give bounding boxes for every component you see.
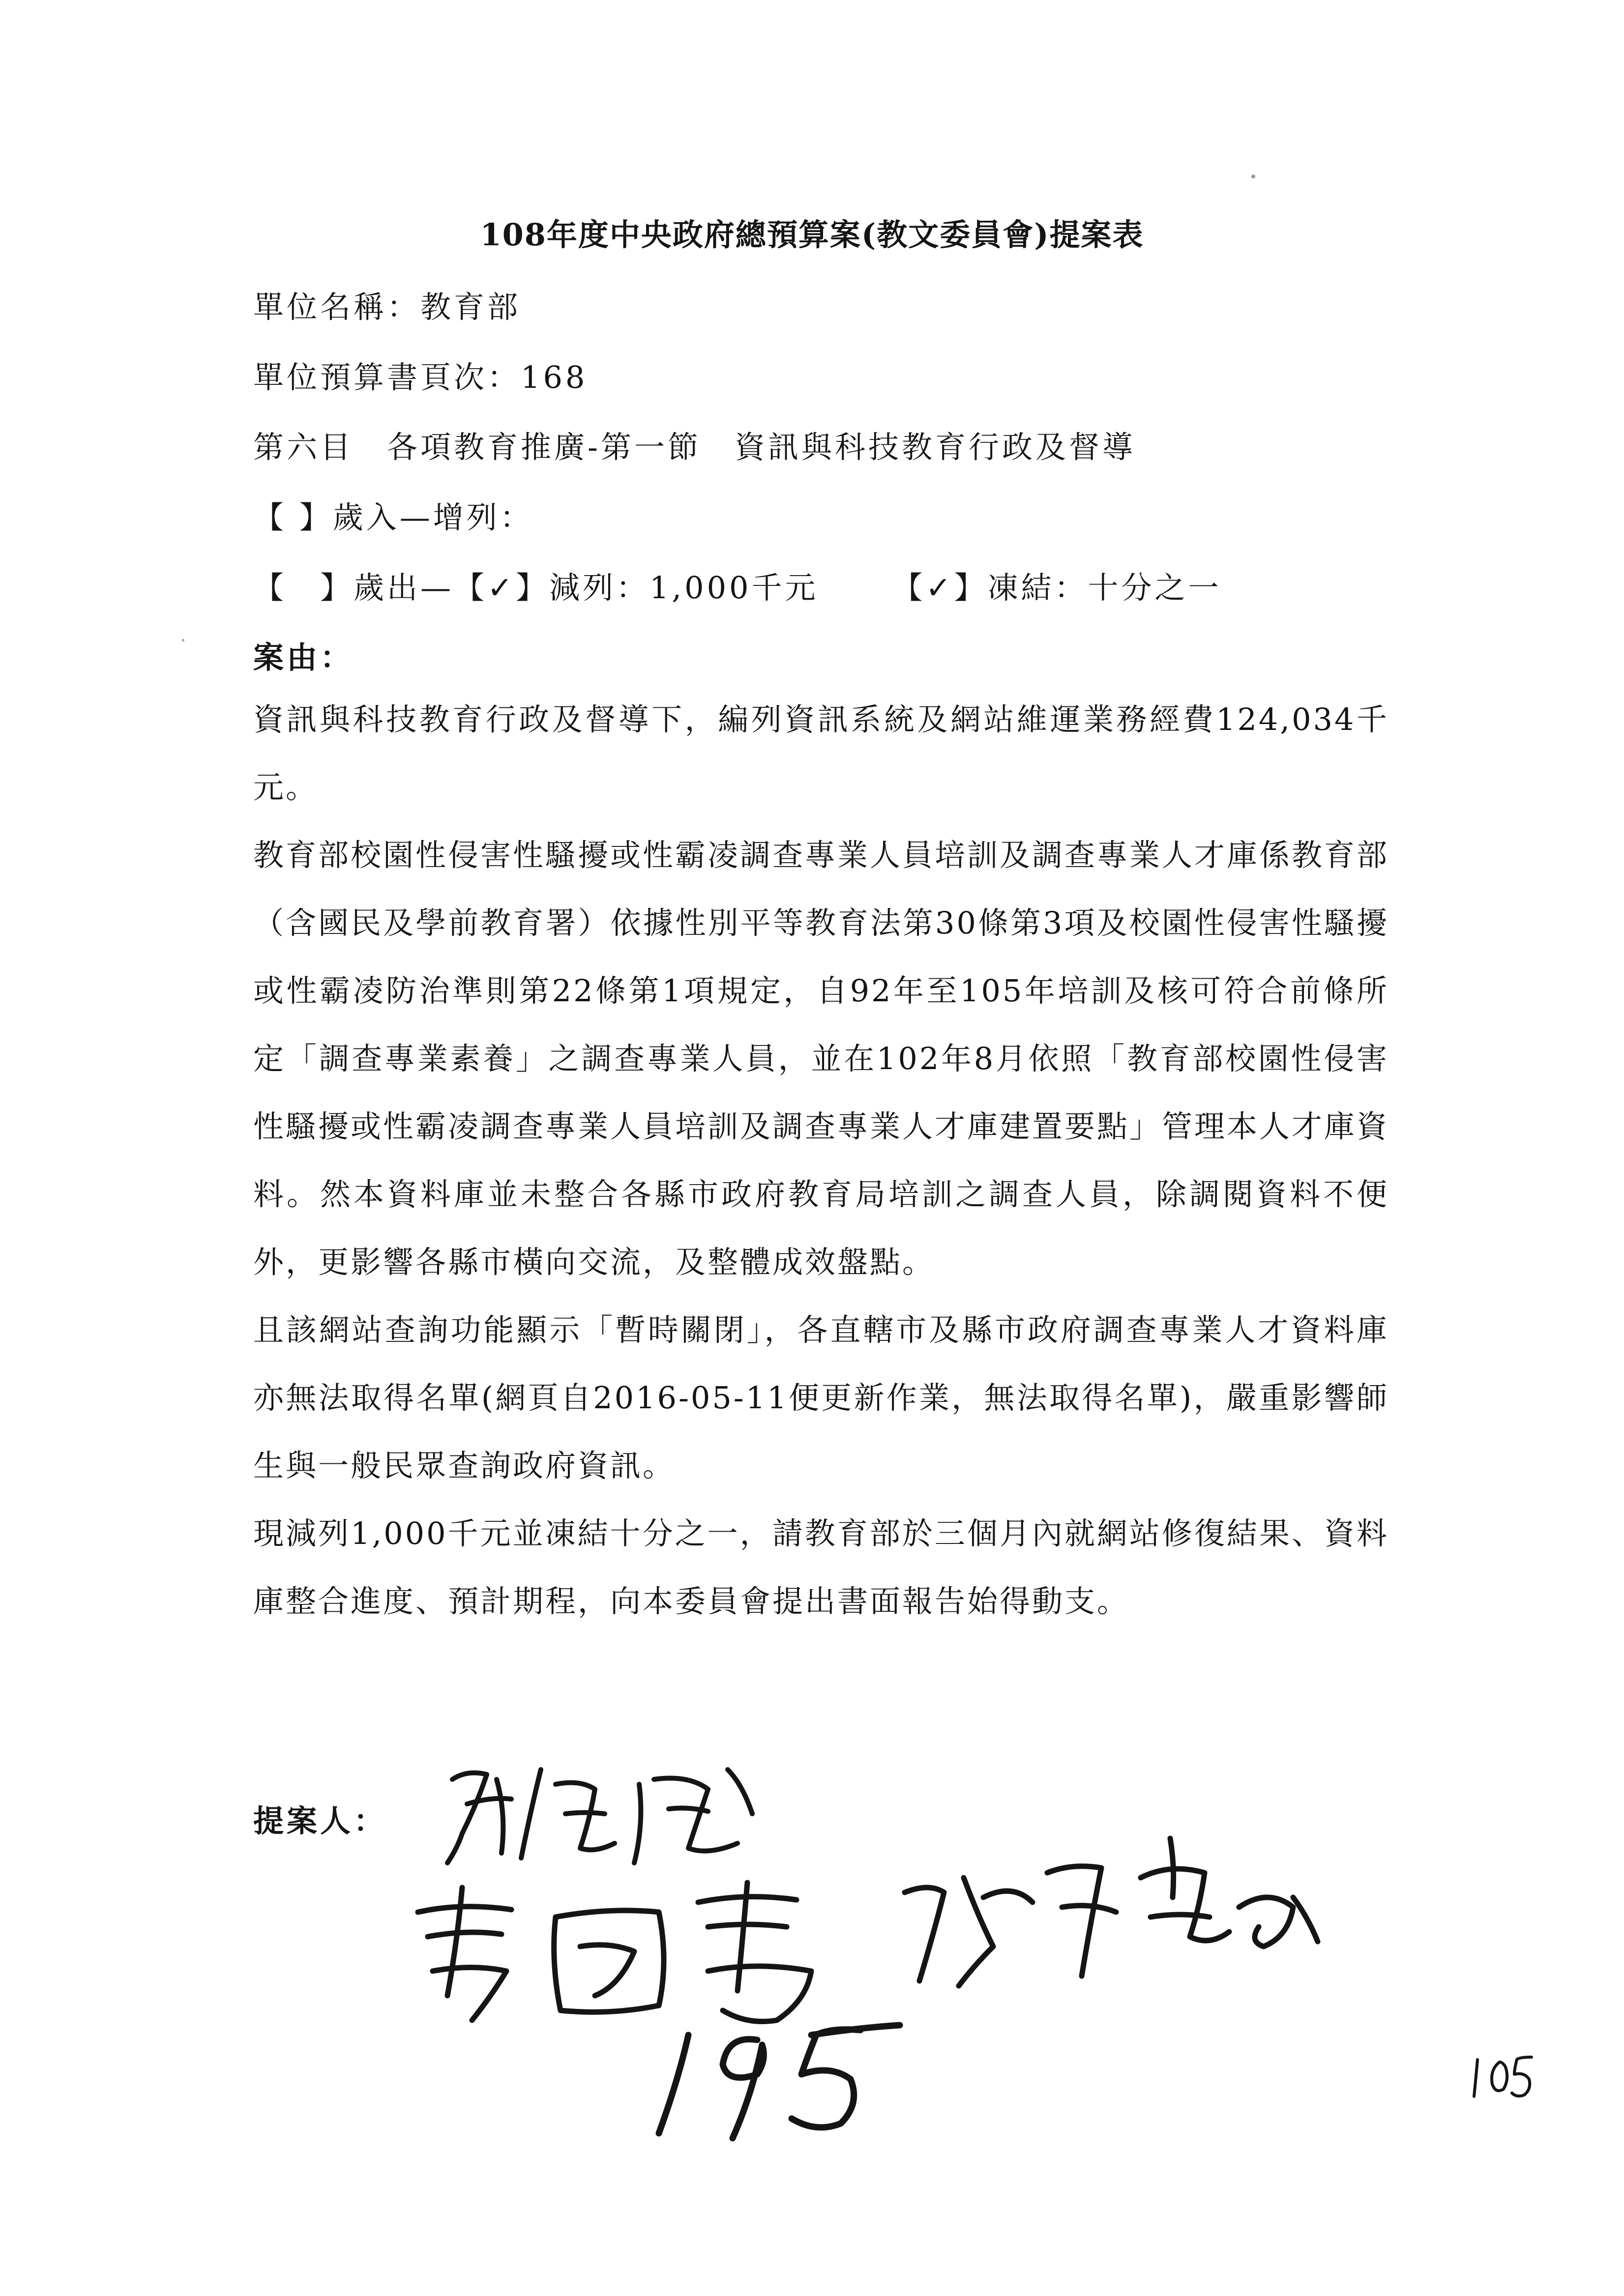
reason-label: 案由： xyxy=(253,639,354,675)
revenue-line: 【 】歲入—增列： xyxy=(253,499,533,535)
reason-paragraph: 教育部校園性侵害性騷擾或性霸凌調查專業人員培訓及調查專業人才庫係教育部（含國民及學前教育署）依據性別平等教育法第30條第3項及校園性侵害性騷擾或性霸凌防治準則第22條第1項規定，自92年至105年培訓及核可符合前條所定「調查專業素養」之調查專業人員，並在102年8月依照「教育部校園性侵害性騷擾或性霸凌調查專業人員培訓及調查專業人才庫建置要點」管理本人才庫資料。然本資料庫並未整合各縣市政府教育局培訓之調查人員，除調閱資料不便外，更影響各縣市橫向交流，及整體成效盤點。 xyxy=(253,837,1389,1280)
checkmark-icon: ✓ xyxy=(487,570,516,606)
section-heading: 第六目 各項教育推廣-第一節 資訊與科技教育行政及督導 xyxy=(253,429,1136,465)
page-mark xyxy=(1465,2050,1539,2104)
reason-paragraph: 資訊與科技教育行政及督導下，編列資訊系統及網站維運業務經費124,034千元。 xyxy=(253,701,1389,805)
budget-page: 單位預算書頁次：168 xyxy=(253,359,588,395)
scan-speck xyxy=(182,639,184,641)
scan-speck xyxy=(1251,174,1255,178)
reduction-amount: 】減列：1,000千元 xyxy=(515,570,819,606)
signature-3 xyxy=(885,1819,1328,2005)
reason-paragraph: 且該網站查詢功能顯示「暫時關閉」，各直轄市及縣市政府調查專業人才資料庫亦無法取得名單(網頁自2016-05-11便更新作業，無法取得名單)，嚴重影響師生與一般民眾查詢政府資訊。 xyxy=(253,1312,1389,1483)
reason-body xyxy=(253,686,1389,1635)
reason-paragraph: 現減列1,000千元並凍結十分之一，請教育部於三個月內就網站修復結果、資料庫整合進度、預計期程，向本委員會提出書面報告始得動支。 xyxy=(253,1515,1389,1619)
unit-name: 單位名稱：教育部 xyxy=(253,289,521,325)
document-title: 108年度中央政府總預算案(教文委員會)提案表 xyxy=(480,217,1144,253)
expenditure-line xyxy=(253,563,1221,607)
freeze-close: 】凍結：十分之一 xyxy=(954,570,1222,606)
proposer-label: 提案人： xyxy=(253,1803,387,1839)
signature-1 xyxy=(433,1750,767,1878)
freeze-open: 【 xyxy=(892,570,926,606)
handwritten-number xyxy=(644,2005,919,2143)
expenditure-prefix: 【 】歲出—【 xyxy=(253,570,488,606)
checkmark-icon: ✓ xyxy=(925,570,954,606)
